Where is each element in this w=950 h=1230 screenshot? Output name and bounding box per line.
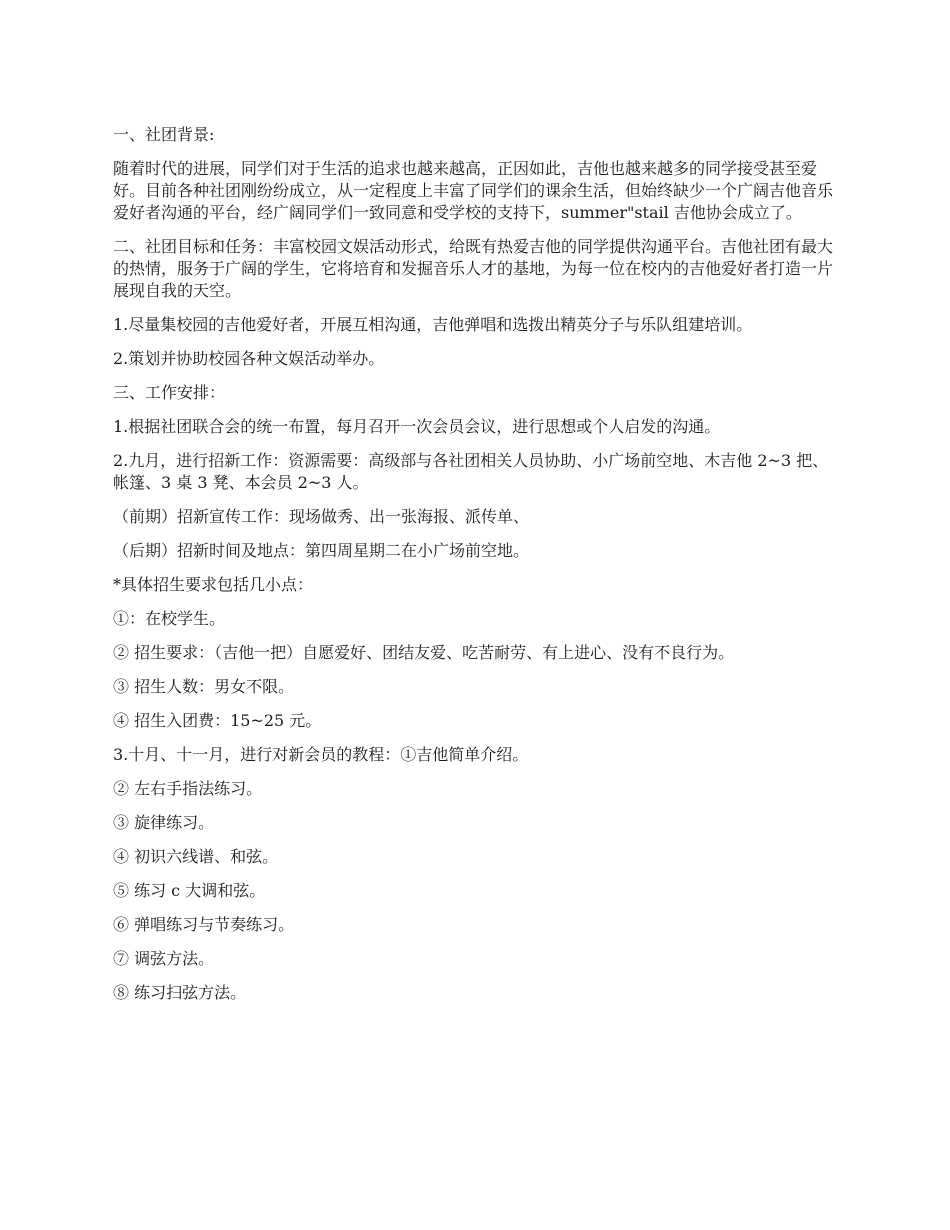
- list-item-plan-3: 3.十月、十一月，进行对新会员的教程：①吉他简单介绍。: [113, 745, 529, 764]
- lesson-item-3: ③ 旋律练习。: [113, 813, 215, 832]
- lesson-item-7: ⑦ 调弦方法。: [113, 949, 215, 968]
- list-item-goal-2: 2.策划并协助校园各种文娱活动举办。: [113, 349, 385, 368]
- lesson-item-5: ⑤ 练习 c 大调和弦。: [113, 881, 266, 900]
- requirement-item-1: ①：在校学生。: [113, 609, 226, 628]
- list-item-goal-1: 1.尽量集校园的吉他爱好者，开展互相沟通，吉他弹唱和选拨出精英分子与乐队组建培训。: [113, 315, 753, 334]
- document-body: [113, 124, 840, 1016]
- paragraph-goals: 二、社团目标和任务：丰富校园文娱活动形式，给既有热爱吉他的同学提供沟通平台。吉他社团有最大的热情，服务于广阔的学生，它将培育和发掘音乐人才的基地，为每一位在校内的吉他爱好者打造一片展现自我的天空。: [113, 237, 834, 300]
- lesson-item-6: ⑥ 弹唱练习与节奏练习。: [113, 915, 295, 934]
- paragraph-background: 随着时代的进展，同学们对于生活的追求也越来越高，正因如此，吉他也越来越多的同学接受甚至爱好。目前各种社团刚纷纷成立，从一定程度上丰富了同学们的课余生活，但始终缺少一个广阔吉他音乐爱好者沟通的平台，经广阔同学们一致同意和受学校的支持下，summer"stail 吉他协会成立了。: [113, 159, 834, 222]
- requirement-item-3: ③ 招生人数：男女不限。: [113, 677, 295, 696]
- requirement-item-2: ② 招生要求：（吉他一把）自愿爱好、团结友爱、吃苦耐劳、有上进心、没有不良行为。: [113, 643, 735, 662]
- paragraph-requirements-intro: *具体招生要求包括几小点：: [113, 575, 314, 594]
- paragraph-early-promotion: （前期）招新宣传工作：现场做秀、出一张海报、派传单、: [113, 507, 530, 526]
- lesson-item-8: ⑧ 练习扫弦方法。: [113, 983, 247, 1002]
- paragraph-later-time-place: （后期）招新时间及地点：第四周星期二在小广场前空地。: [113, 541, 530, 560]
- lesson-item-2: ② 左右手指法练习。: [113, 779, 263, 798]
- lesson-item-4: ④ 初识六线谱、和弦。: [113, 847, 279, 866]
- section-heading-background: 一、社团背景:: [113, 125, 215, 144]
- section-heading-work-plan: 三、工作安排：: [113, 383, 226, 402]
- list-item-plan-1: 1.根据社团联合会的统一布置，每月召开一次会员会议，进行思想或个人启发的沟通。: [113, 417, 721, 436]
- requirement-item-4: ④ 招生入团费：15~25 元。: [113, 711, 322, 730]
- list-item-plan-2: 2.九月，进行招新工作：资源需要：高级部与各社团相关人员协助、小广场前空地、木吉他 2~3 把、帐篷、3 桌 3 凳、本会员 2~3 人。: [113, 451, 829, 492]
